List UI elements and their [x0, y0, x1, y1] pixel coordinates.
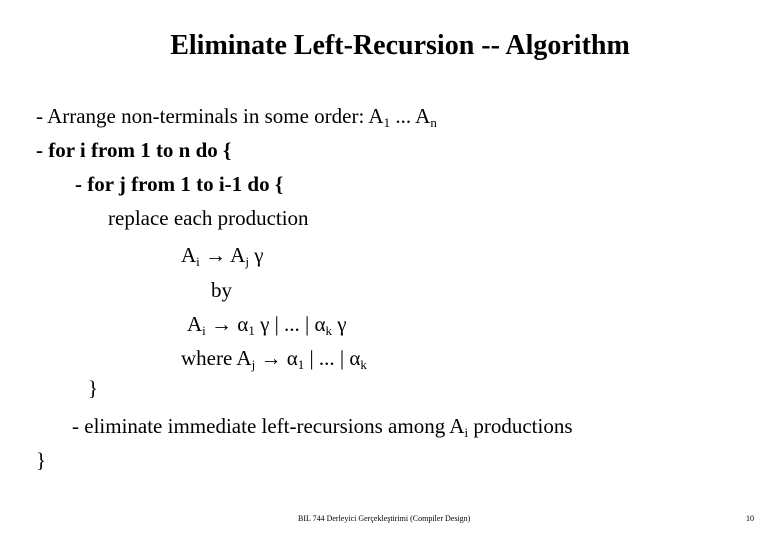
replacement-gamma: γ — [332, 312, 347, 336]
where-alpha: α — [286, 346, 298, 370]
production-line — [181, 243, 264, 269]
replacement-a: A — [187, 312, 203, 336]
replacement-rest: γ | ... | — [254, 312, 315, 336]
replacement-alpha2: α — [314, 312, 326, 336]
for-j-line: - for j from 1 to i-1 do { — [75, 172, 284, 196]
where-mid: | ... | — [304, 346, 350, 370]
arrow-icon: → — [255, 346, 287, 370]
replacement-alpha2-sub: k — [325, 323, 333, 338]
where-a-sub: j — [251, 357, 256, 372]
outer-close-brace: } — [36, 448, 47, 472]
slide-title: Eliminate Left-Recursion -- Algorithm — [170, 30, 630, 61]
eliminate-line — [72, 414, 573, 440]
by-line: by — [211, 278, 232, 302]
page-number: 10 — [746, 514, 754, 523]
arrange-sub-1: 1 — [383, 115, 391, 130]
inner-close-brace: } — [88, 376, 99, 400]
arrange-line — [36, 104, 437, 130]
footer-course: BIL 744 Derleyici Gerçekleştirimi (Compiler Design) — [298, 514, 471, 523]
production-b: A — [230, 243, 246, 267]
for-i-line: - for i from 1 to n do { — [36, 138, 232, 162]
production-b-sub: j — [245, 254, 249, 269]
where-prefix: where A — [181, 346, 252, 370]
arrow-icon: → — [199, 243, 231, 267]
replace-line: replace each production — [108, 206, 309, 230]
where-alpha2: α — [349, 346, 361, 370]
replacement-alpha-sub: 1 — [248, 323, 255, 338]
eliminate-sub: i — [464, 425, 469, 440]
replacement-line — [187, 312, 347, 338]
arrow-icon: → — [205, 312, 238, 336]
production-gamma: γ — [248, 243, 264, 267]
eliminate-tail: productions — [468, 414, 573, 438]
production-a: A — [181, 243, 197, 267]
production-a-sub: i — [196, 254, 200, 269]
arrange-tail: ... A — [390, 104, 431, 128]
replacement-alpha: α — [237, 312, 249, 336]
where-alpha-sub: 1 — [297, 357, 305, 372]
arrange-text: - Arrange non-terminals in some order: A — [36, 104, 384, 128]
arrange-sub-n: n — [430, 115, 437, 130]
replacement-a-sub: i — [202, 323, 206, 338]
where-line — [181, 346, 367, 372]
where-alpha2-sub: k — [360, 357, 367, 372]
eliminate-text: - eliminate immediate left-recursions among A — [72, 414, 465, 438]
